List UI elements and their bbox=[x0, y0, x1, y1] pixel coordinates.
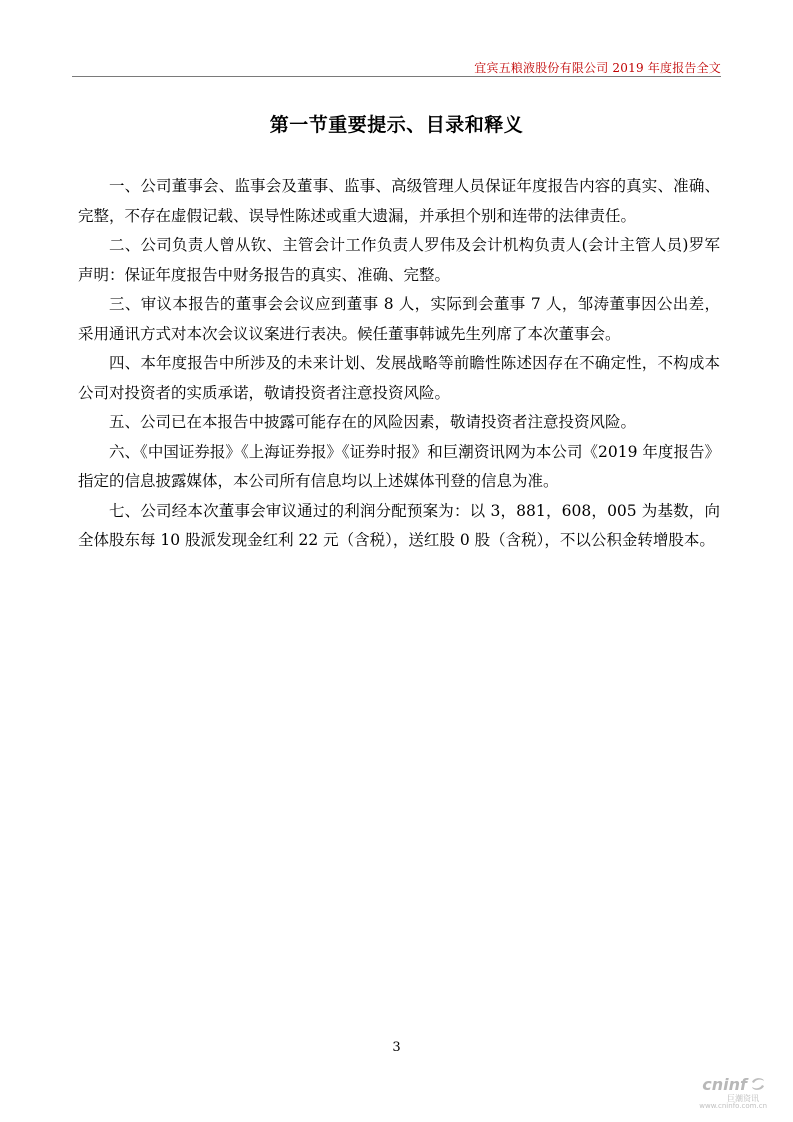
section-title: 第一节重要提示、目录和释义 bbox=[269, 114, 524, 136]
notice-paragraph-1: 一、公司董事会、监事会及董事、监事、高级管理人员保证年度报告内容的真实、准确、完整，不存在虚假记载、误导性陈述或重大遗漏，并承担个别和连带的法律责任。 bbox=[78, 177, 720, 225]
notice-paragraph-2: 二、公司负责人曾从钦、主管会计工作负责人罗伟及会计机构负责人(会计主管人员)罗军声明：保证年度报告中财务报告的真实、准确、完整。 bbox=[78, 236, 720, 284]
notice-paragraph-4: 四、本年度报告中所涉及的未来计划、发展战略等前瞻性陈述因存在不确定性，不构成本公司对投资者的实质承诺，敬请投资者注意投资风险。 bbox=[78, 354, 720, 402]
notice-paragraph-6: 六、《中国证券报》《上海证券报》《证券时报》和巨潮资讯网为本公司《2019 年度报告》指定的信息披露媒体，本公司所有信息均以上述媒体刊登的信息为准。 bbox=[78, 442, 720, 490]
logo-url: www.cninfo.com.cn bbox=[699, 1102, 767, 1110]
logo-brand-text: cninf bbox=[702, 1075, 747, 1094]
notice-paragraph-3: 三、审议本报告的董事会会议应到董事 8 人，实际到会董事 7 人，邹涛董事因公出差，采用通讯方式对本次会议议案进行表决。候任董事韩诚先生列席了本次董事会。 bbox=[78, 295, 720, 343]
notice-body bbox=[78, 172, 720, 556]
notice-paragraph-5: 五、公司已在本报告中披露可能存在的风险因素，敬请投资者注意投资风险。 bbox=[109, 413, 637, 431]
cninfo-watermark-logo bbox=[697, 1075, 767, 1115]
swirl-icon bbox=[749, 1076, 767, 1092]
logo-brand-cn: 巨潮资讯 bbox=[727, 1094, 759, 1103]
report-header-title: 宜宾五粮液股份有限公司 2019 年度报告全文 bbox=[474, 61, 721, 75]
notice-paragraph-7: 七、公司经本次董事会审议通过的利润分配预案为：以 3，881，608，005 为基数，向全体股东每 10 股派发现金红利 22 元（含税），送红股 0 股（含税），不以公积金转增股本。 bbox=[78, 501, 720, 549]
header-divider bbox=[72, 76, 721, 77]
page-number: 3 bbox=[392, 1040, 401, 1055]
